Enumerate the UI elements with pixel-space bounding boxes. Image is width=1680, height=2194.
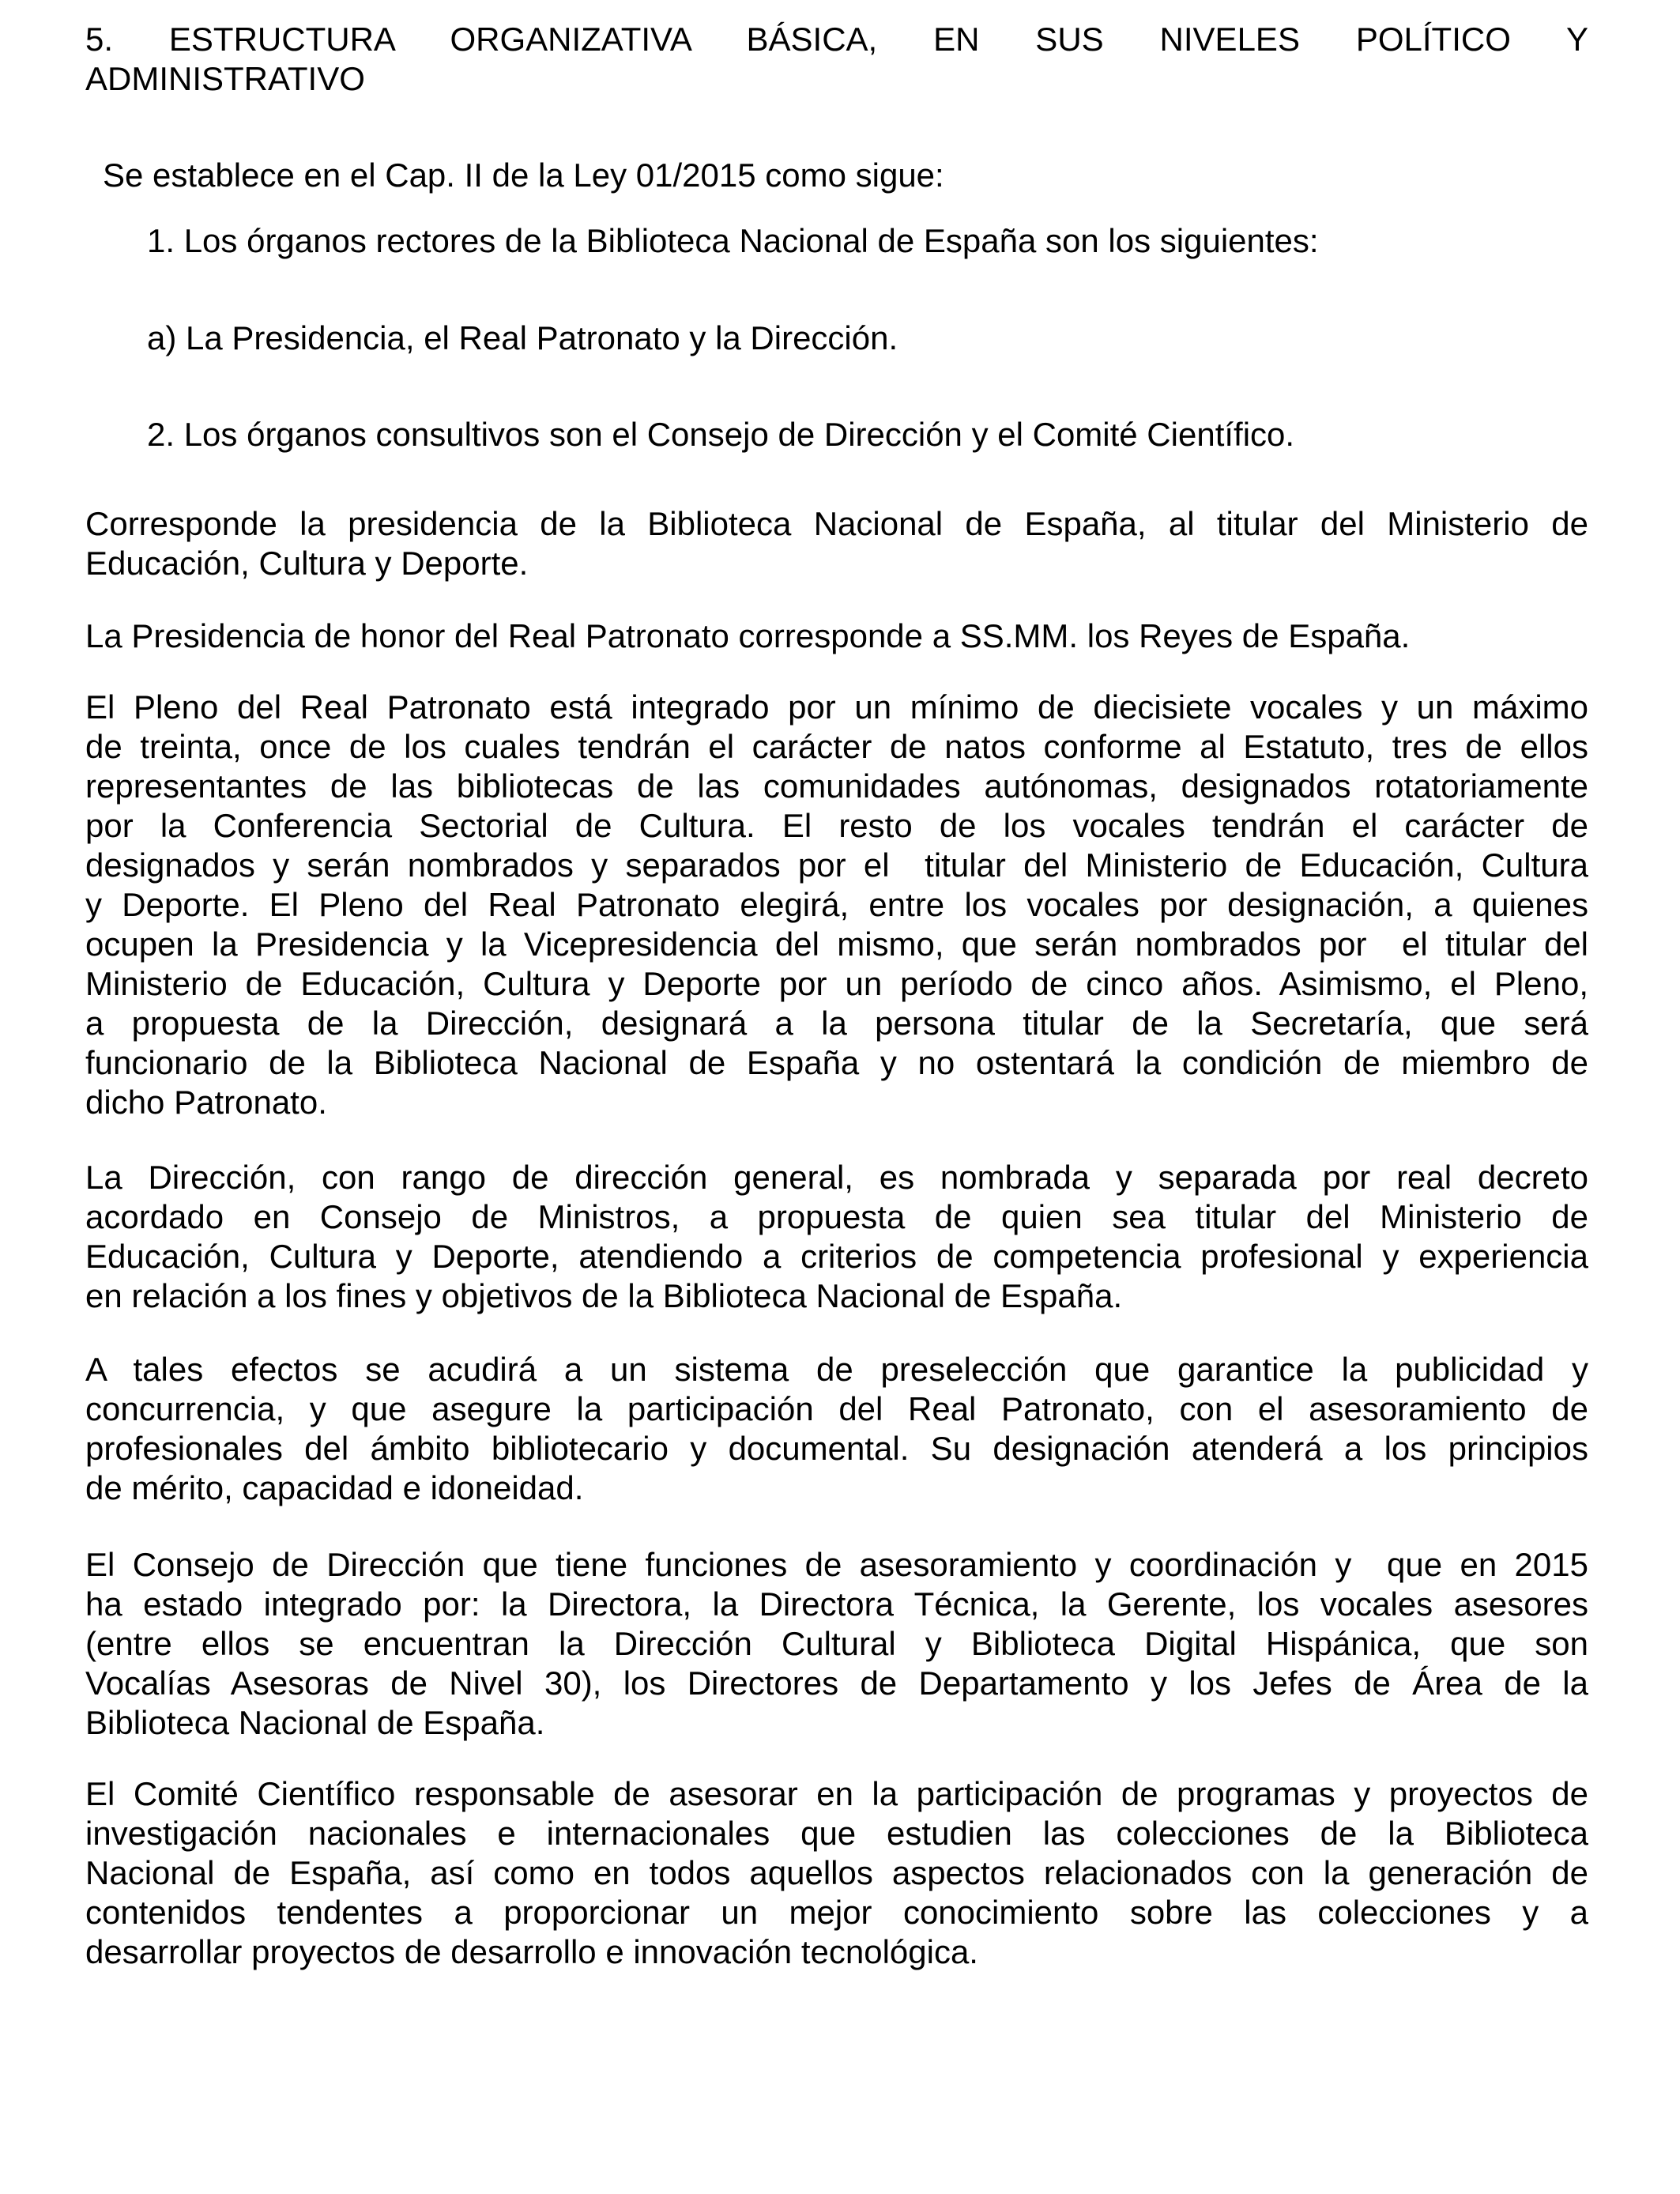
- text-line: profesionales del ámbito bibliotecario y documental. Su designación atenderá a los principios: [85, 1430, 1588, 1467]
- text-line: Ministerio de Educación, Cultura y Deporte por un período de cinco años. Asimismo, el Pleno,: [85, 965, 1588, 1002]
- text-line: por la Conferencia Sectorial de Cultura. El resto de los vocales tendrán el carácter de: [85, 807, 1588, 844]
- text-line: El Consejo de Dirección que tiene funciones de asesoramiento y coordinación y que en 2015: [85, 1546, 1588, 1583]
- text-line: concurrencia, y que asegure la participación del Real Patronato, con el asesoramiento de: [85, 1390, 1588, 1427]
- text-line: El Comité Científico responsable de asesorar en la participación de programas y proyectos de: [85, 1775, 1588, 1812]
- text-line: El Pleno del Real Patronato está integrado por un mínimo de diecisiete vocales y un máximo: [85, 688, 1588, 726]
- text-line: 5. ESTRUCTURA ORGANIZATIVA BÁSICA, EN SUS NIVELES POLÍTICO Y: [85, 21, 1588, 58]
- text-line: de mérito, capacidad e idoneidad.: [85, 1469, 584, 1506]
- paragraph: [85, 688, 1588, 1122]
- text-line: La Dirección, con rango de dirección general, es nombrada y separada por real decreto: [85, 1159, 1588, 1196]
- text-line: acordado en Consejo de Ministros, a propuesta de quien sea titular del Ministerio de: [85, 1198, 1588, 1235]
- text-line: desarrollar proyectos de desarrollo e innovación tecnológica.: [85, 1933, 978, 1970]
- text-line: ocupen la Presidencia y la Vicepresidencia del mismo, que serán nombrados por el titular del: [85, 925, 1588, 963]
- paragraph: [85, 221, 1588, 261]
- paragraph: [85, 415, 1588, 454]
- text-line: Vocalías Asesoras de Nivel 30), los Directores de Departamento y los Jefes de Área de la: [85, 1664, 1588, 1702]
- paragraph: [85, 1350, 1588, 1508]
- text-line: contenidos tendentes a proporcionar un mejor conocimiento sobre las colecciones y a: [85, 1894, 1588, 1931]
- text-line: designados y serán nombrados y separados por el titular del Ministerio de Educación, Cultura: [85, 846, 1588, 884]
- text-line: Biblioteca Nacional de España.: [85, 1704, 545, 1741]
- text-line: Educación, Cultura y Deporte.: [85, 545, 529, 582]
- text-line: ha estado integrado por: la Directora, la Directora Técnica, la Gerente, los vocales asesores: [85, 1585, 1588, 1623]
- paragraph: [85, 1545, 1588, 1743]
- text-line: Se establece en el Cap. II de la Ley 01/2015 como sigue:: [103, 156, 944, 194]
- paragraph: [85, 616, 1588, 656]
- paragraph: [85, 504, 1588, 583]
- paragraph: [85, 319, 1588, 358]
- text-line: La Presidencia de honor del Real Patronato corresponde a SS.MM. los Reyes de España.: [85, 617, 1411, 654]
- text-line: y Deporte. El Pleno del Real Patronato elegirá, entre los vocales por designación, a quienes: [85, 886, 1588, 923]
- paragraph: [85, 1158, 1588, 1316]
- text-line: a) La Presidencia, el Real Patronato y la Dirección.: [147, 319, 898, 356]
- text-line: Corresponde la presidencia de la Biblioteca Nacional de España, al titular del Ministerio de: [85, 505, 1588, 542]
- text-line: investigación nacionales e internacionales que estudien las colecciones de la Biblioteca: [85, 1815, 1588, 1852]
- text-line: ADMINISTRATIVO: [85, 60, 365, 97]
- document-heading: [85, 20, 1588, 99]
- text-line: de treinta, once de los cuales tendrán el carácter de natos conforme al Estatuto, tres de ellos: [85, 728, 1588, 765]
- text-line: dicho Patronato.: [85, 1084, 327, 1121]
- text-line: 2. Los órganos consultivos son el Consejo de Dirección y el Comité Científico.: [147, 416, 1295, 453]
- text-line: 1. Los órganos rectores de la Biblioteca Nacional de España son los siguientes:: [147, 222, 1319, 259]
- text-line: Nacional de España, así como en todos aquellos aspectos relacionados con la generación de: [85, 1854, 1588, 1891]
- text-line: a propuesta de la Dirección, designará a la persona titular de la Secretaría, que será: [85, 1005, 1588, 1042]
- text-line: funcionario de la Biblioteca Nacional de España y no ostentará la condición de miembro de: [85, 1044, 1588, 1081]
- paragraph: [85, 1774, 1588, 1972]
- document-content: [85, 20, 1588, 1972]
- paragraph: [85, 156, 1588, 195]
- text-line: Educación, Cultura y Deporte, atendiendo a criterios de competencia profesional y experiencia: [85, 1238, 1588, 1275]
- text-line: (entre ellos se encuentran la Dirección Cultural y Biblioteca Digital Hispánica, que son: [85, 1625, 1588, 1662]
- text-line: A tales efectos se acudirá a un sistema de preselección que garantice la publicidad y: [85, 1351, 1588, 1388]
- text-line: representantes de las bibliotecas de las comunidades autónomas, designados rotatoriamente: [85, 767, 1588, 805]
- text-line: en relación a los fines y objetivos de la Biblioteca Nacional de España.: [85, 1277, 1123, 1314]
